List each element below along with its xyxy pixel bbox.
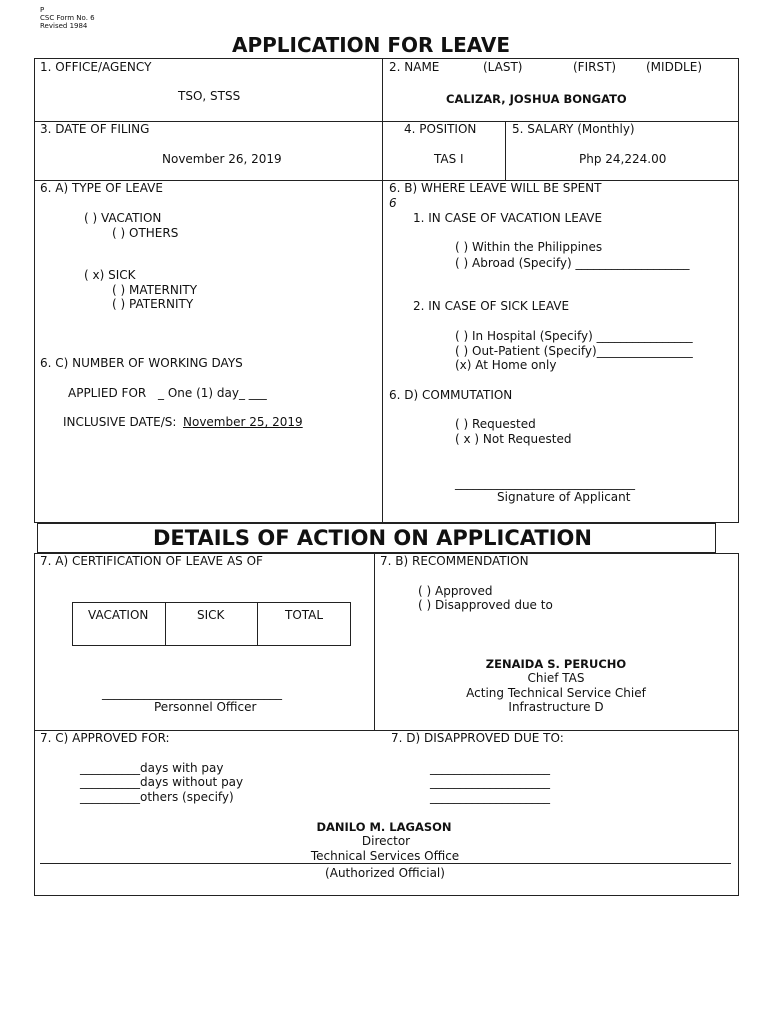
credits-header-vacation: VACATION [88,608,149,622]
recommendation-approved: ( ) Approved [418,584,493,598]
page-title: APPLICATION FOR LEAVE [232,33,511,57]
inclusive-dates-value: November 25, 2019 [183,415,303,429]
recommendation-label: 7. B) RECOMMENDATION [380,554,529,568]
applied-for-value: _ One (1) day_ ___ [158,386,267,400]
divider-salary [505,121,506,180]
office-agency-label: 1. OFFICE/AGENCY [40,60,152,74]
recommender-title-1: Chief TAS [527,671,585,685]
official-signature-line [40,863,731,864]
name-label: 2. NAME [389,60,440,74]
form-revised: Revised 1984 [40,22,88,30]
name-first-label: (FIRST) [573,60,617,74]
divider-vertical-top [382,58,383,523]
office-agency-value: TSO, STSS [178,89,241,103]
leave-others: ( ) OTHERS [112,226,179,240]
credits-header-total: TOTAL [285,608,324,622]
applied-for-label: APPLIED FOR [68,386,147,400]
leave-vacation: ( ) VACATION [84,211,162,225]
recommender-name: ZENAIDA S. PERUCHO [485,657,627,671]
credits-header-sick: SICK [197,608,225,622]
applicant-name: CALIZAR, JOSHUA BONGATO [446,92,627,106]
name-middle-label: (MIDDLE) [646,60,703,74]
official-title-1: Director [361,834,411,848]
credits-col-divider-2 [257,602,258,646]
commutation-requested: ( ) Requested [455,417,536,431]
recommender-title-2: Acting Technical Service Chief [466,686,646,700]
abroad: ( ) Abroad (Specify) ___________________ [455,256,690,270]
position-label: 4. POSITION [404,122,477,136]
disapproved-due-label: 7. D) DISAPPROVED DUE TO: [391,731,564,745]
recommendation-disapproved: ( ) Disapproved due to [418,598,553,612]
at-home-only: (x) At Home only [455,358,557,372]
out-patient: ( ) Out-Patient (Specify)________________ [455,344,693,358]
type-of-leave-label: 6. A) TYPE OF LEAVE [40,181,163,195]
within-philippines: ( ) Within the Philippines [455,240,603,254]
disapproved-line-2: ____________________ [430,775,550,789]
personnel-officer-label: Personnel Officer [154,700,257,714]
approved-for-label: 7. C) APPROVED FOR: [40,731,170,745]
leave-paternity: ( ) PATERNITY [112,297,194,311]
inclusive-dates-label: INCLUSIVE DATE/S: [63,415,177,429]
where-spent-mark: 6 [389,196,397,210]
applicant-signature-line: ______________________________ [455,476,635,490]
applicant-signature-label: Signature of Applicant [497,490,631,504]
working-days-label: 6. C) NUMBER OF WORKING DAYS [40,356,243,370]
official-name: DANILO M. LAGASON [316,820,452,834]
certification-label: 7. A) CERTIFICATION OF LEAVE AS OF [40,554,263,568]
position-value: TAS I [434,152,464,166]
salary-label: 5. SALARY (Monthly) [512,122,635,136]
days-with-pay: __________days with pay [80,761,224,775]
credits-col-divider-1 [165,602,166,646]
name-last-label: (LAST) [483,60,523,74]
disapproved-line-3: ____________________ [430,790,550,804]
commutation-label: 6. D) COMMUTATION [389,388,513,402]
where-spent-label: 6. B) WHERE LEAVE WILL BE SPENT [389,181,602,195]
salary-value: Php 24,224.00 [579,152,667,166]
date-of-filing-value: November 26, 2019 [162,152,282,166]
vacation-case-label: 1. IN CASE OF VACATION LEAVE [413,211,603,225]
sick-case-label: 2. IN CASE OF SICK LEAVE [413,299,570,313]
official-title-2: Technical Services Office [310,849,460,863]
others-specify: __________others (specify) [80,790,234,804]
date-of-filing-label: 3. DATE OF FILING [40,122,150,136]
personnel-signature-line: ______________________________ [102,686,282,700]
leave-maternity: ( ) MATERNITY [112,283,198,297]
official-role: (Authorized Official) [325,866,445,880]
details-title: DETAILS OF ACTION ON APPLICATION [153,526,592,550]
divider-vertical-bottom [374,553,375,730]
recommender-title-3: Infrastructure D [508,700,604,714]
in-hospital: ( ) In Hospital (Specify) ________________ [455,329,693,343]
commutation-not-requested: ( x ) Not Requested [455,432,572,446]
form-number: CSC Form No. 6 [40,14,95,22]
header-p: P [40,6,45,14]
disapproved-line-1: ____________________ [430,761,550,775]
leave-sick: ( x) SICK [84,268,136,282]
days-without-pay: __________days without pay [80,775,244,789]
